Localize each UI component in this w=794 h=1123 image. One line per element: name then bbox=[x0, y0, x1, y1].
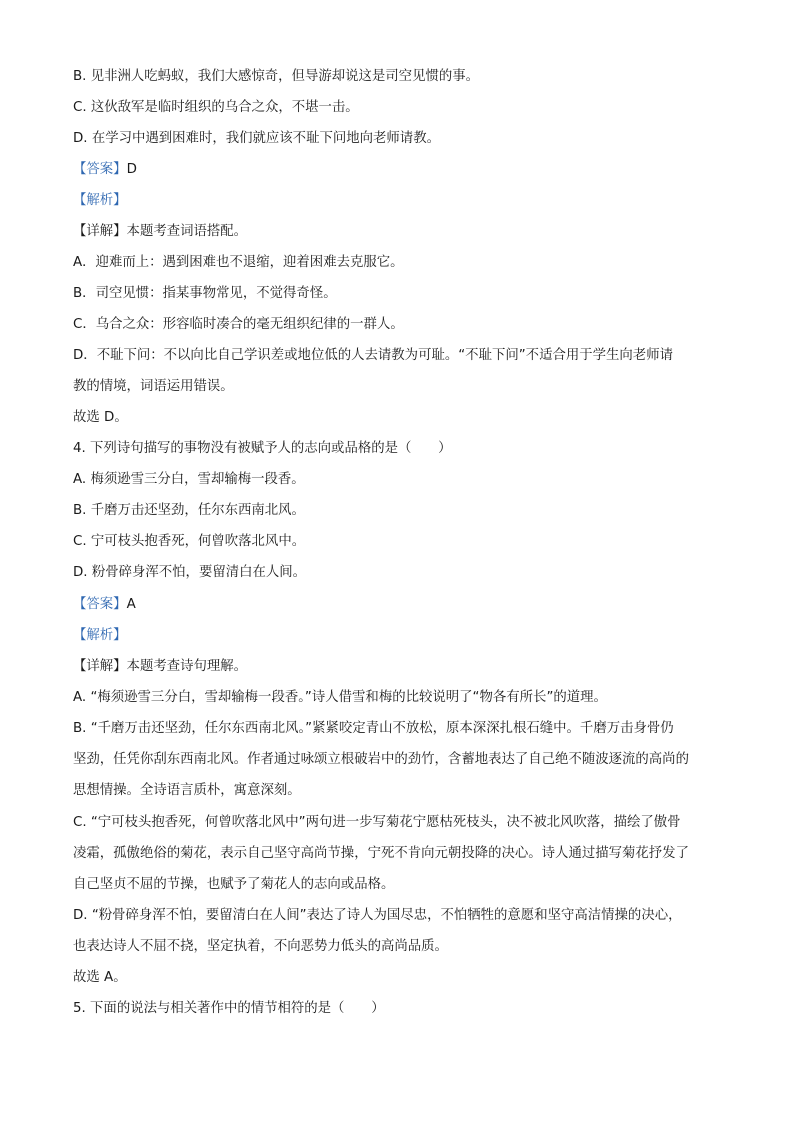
text-line bbox=[73, 99, 723, 117]
line-text: 也表达诗人不屈不挠，坚定执着，不向恶势力低头的高尚品质。 bbox=[73, 939, 448, 954]
section-label: 【答案】 bbox=[73, 162, 127, 177]
line-text: A. 梅须逊雪三分白，雪却输梅一段香。 bbox=[73, 472, 305, 487]
line-text: 故选 D。 bbox=[73, 410, 128, 425]
text-line bbox=[73, 1000, 723, 1018]
line-text: 凌霜，孤傲绝俗的菊花，表示自己坚守高尚节操，宁死不肯向元朝投降的决心。诗人通过描写菊花抒发了 bbox=[73, 846, 689, 861]
line-text: C. 这伙敌军是临时组织的乌合之众，不堪一击。 bbox=[73, 100, 359, 115]
line-text: D．不耻下问：不以向比自己学识差或地位低的人去请教为可耻。“不耻下问”不适合用于学生向老师请 bbox=[73, 348, 673, 363]
text-line bbox=[73, 316, 723, 334]
line-text: B. 千磨万击还坚劲，任尔东西南北风。 bbox=[73, 503, 305, 518]
line-text: A bbox=[126, 597, 136, 612]
text-line bbox=[73, 130, 723, 148]
line-text: C. 宁可枝头抱香死，何曾吹落北风中。 bbox=[73, 534, 306, 549]
text-line bbox=[73, 876, 723, 894]
text-line bbox=[73, 596, 723, 614]
text-line bbox=[73, 658, 723, 676]
line-text: 故选 A。 bbox=[73, 970, 127, 985]
text-line bbox=[73, 627, 723, 645]
text-line bbox=[73, 564, 723, 582]
line-text: D. 在学习中遇到困难时，我们就应该不耻下问地向老师请教。 bbox=[73, 131, 440, 146]
line-text: 5. 下面的说法与相关著作中的情节相符的是（ ） bbox=[73, 1001, 385, 1016]
line-text: A．迎难而上：遇到困难也不退缩，迎着困难去克服它。 bbox=[73, 255, 404, 270]
line-text: 【详解】本题考查诗句理解。 bbox=[73, 659, 248, 674]
text-line bbox=[73, 440, 723, 458]
line-text: 思想情操。全诗语言质朴，寓意深刻。 bbox=[73, 783, 301, 798]
section-label: 【解析】 bbox=[73, 628, 127, 643]
text-line bbox=[73, 68, 723, 86]
text-line bbox=[73, 223, 723, 241]
text-line bbox=[73, 845, 723, 863]
text-line bbox=[73, 192, 723, 210]
line-text: A. “梅须逊雪三分白，雪却输梅一段香。”诗人借雪和梅的比较说明了“物各有所长”的道理。 bbox=[73, 690, 607, 705]
line-text: D bbox=[126, 162, 137, 177]
line-text: C．乌合之众：形容临时凑合的毫无组织纪律的一群人。 bbox=[73, 317, 404, 332]
text-line bbox=[73, 907, 723, 925]
text-line bbox=[73, 751, 723, 769]
line-text: B. “千磨万击还坚劲，任尔东西南北风。”紧紧咬定青山不放松，原本深深扎根石缝中。千磨万击身骨仍 bbox=[73, 721, 674, 736]
text-line bbox=[73, 689, 723, 707]
line-text: B. 见非洲人吃蚂蚁，我们大感惊奇，但导游却说这是司空见惯的事。 bbox=[73, 69, 480, 84]
text-line bbox=[73, 161, 723, 179]
line-text: 自己坚贞不屈的节操，也赋予了菊花人的志向或品格。 bbox=[73, 877, 395, 892]
line-text: B．司空见惯：指某事物常见，不觉得奇怪。 bbox=[73, 286, 337, 301]
text-line bbox=[73, 471, 723, 489]
text-line bbox=[73, 502, 723, 520]
line-text: 4. 下列诗句描写的事物没有被赋予人的志向或品格的是（ ） bbox=[73, 441, 452, 456]
line-text: 教的情境，词语运用错误。 bbox=[73, 379, 234, 394]
section-label: 【解析】 bbox=[73, 193, 127, 208]
line-text: D. 粉骨碎身浑不怕，要留清白在人间。 bbox=[73, 565, 307, 580]
text-line bbox=[73, 814, 723, 832]
text-line bbox=[73, 285, 723, 303]
text-line bbox=[73, 409, 723, 427]
text-line bbox=[73, 347, 723, 365]
text-line bbox=[73, 720, 723, 738]
text-line bbox=[73, 254, 723, 272]
text-line bbox=[73, 938, 723, 956]
text-line bbox=[73, 378, 723, 396]
text-line bbox=[73, 969, 723, 987]
text-line bbox=[73, 533, 723, 551]
text-line bbox=[73, 782, 723, 800]
section-label: 【答案】 bbox=[73, 597, 127, 612]
line-text: D. “粉骨碎身浑不怕，要留清白在人间”表达了诗人为国尽忠，不怕牺牲的意愿和坚守高洁情操的决心， bbox=[73, 908, 682, 923]
line-text: C. “宁可枝头抱香死，何曾吹落北风中”两句进一步写菊花宁愿枯死枝头，决不被北风吹落，描绘了傲骨 bbox=[73, 815, 681, 830]
line-text: 坚劲，任凭你刮东西南北风。作者通过咏颂立根破岩中的劲竹，含蓄地表达了自己绝不随波逐流的高尚的 bbox=[73, 752, 689, 767]
line-text: 【详解】本题考查词语搭配。 bbox=[73, 224, 248, 239]
